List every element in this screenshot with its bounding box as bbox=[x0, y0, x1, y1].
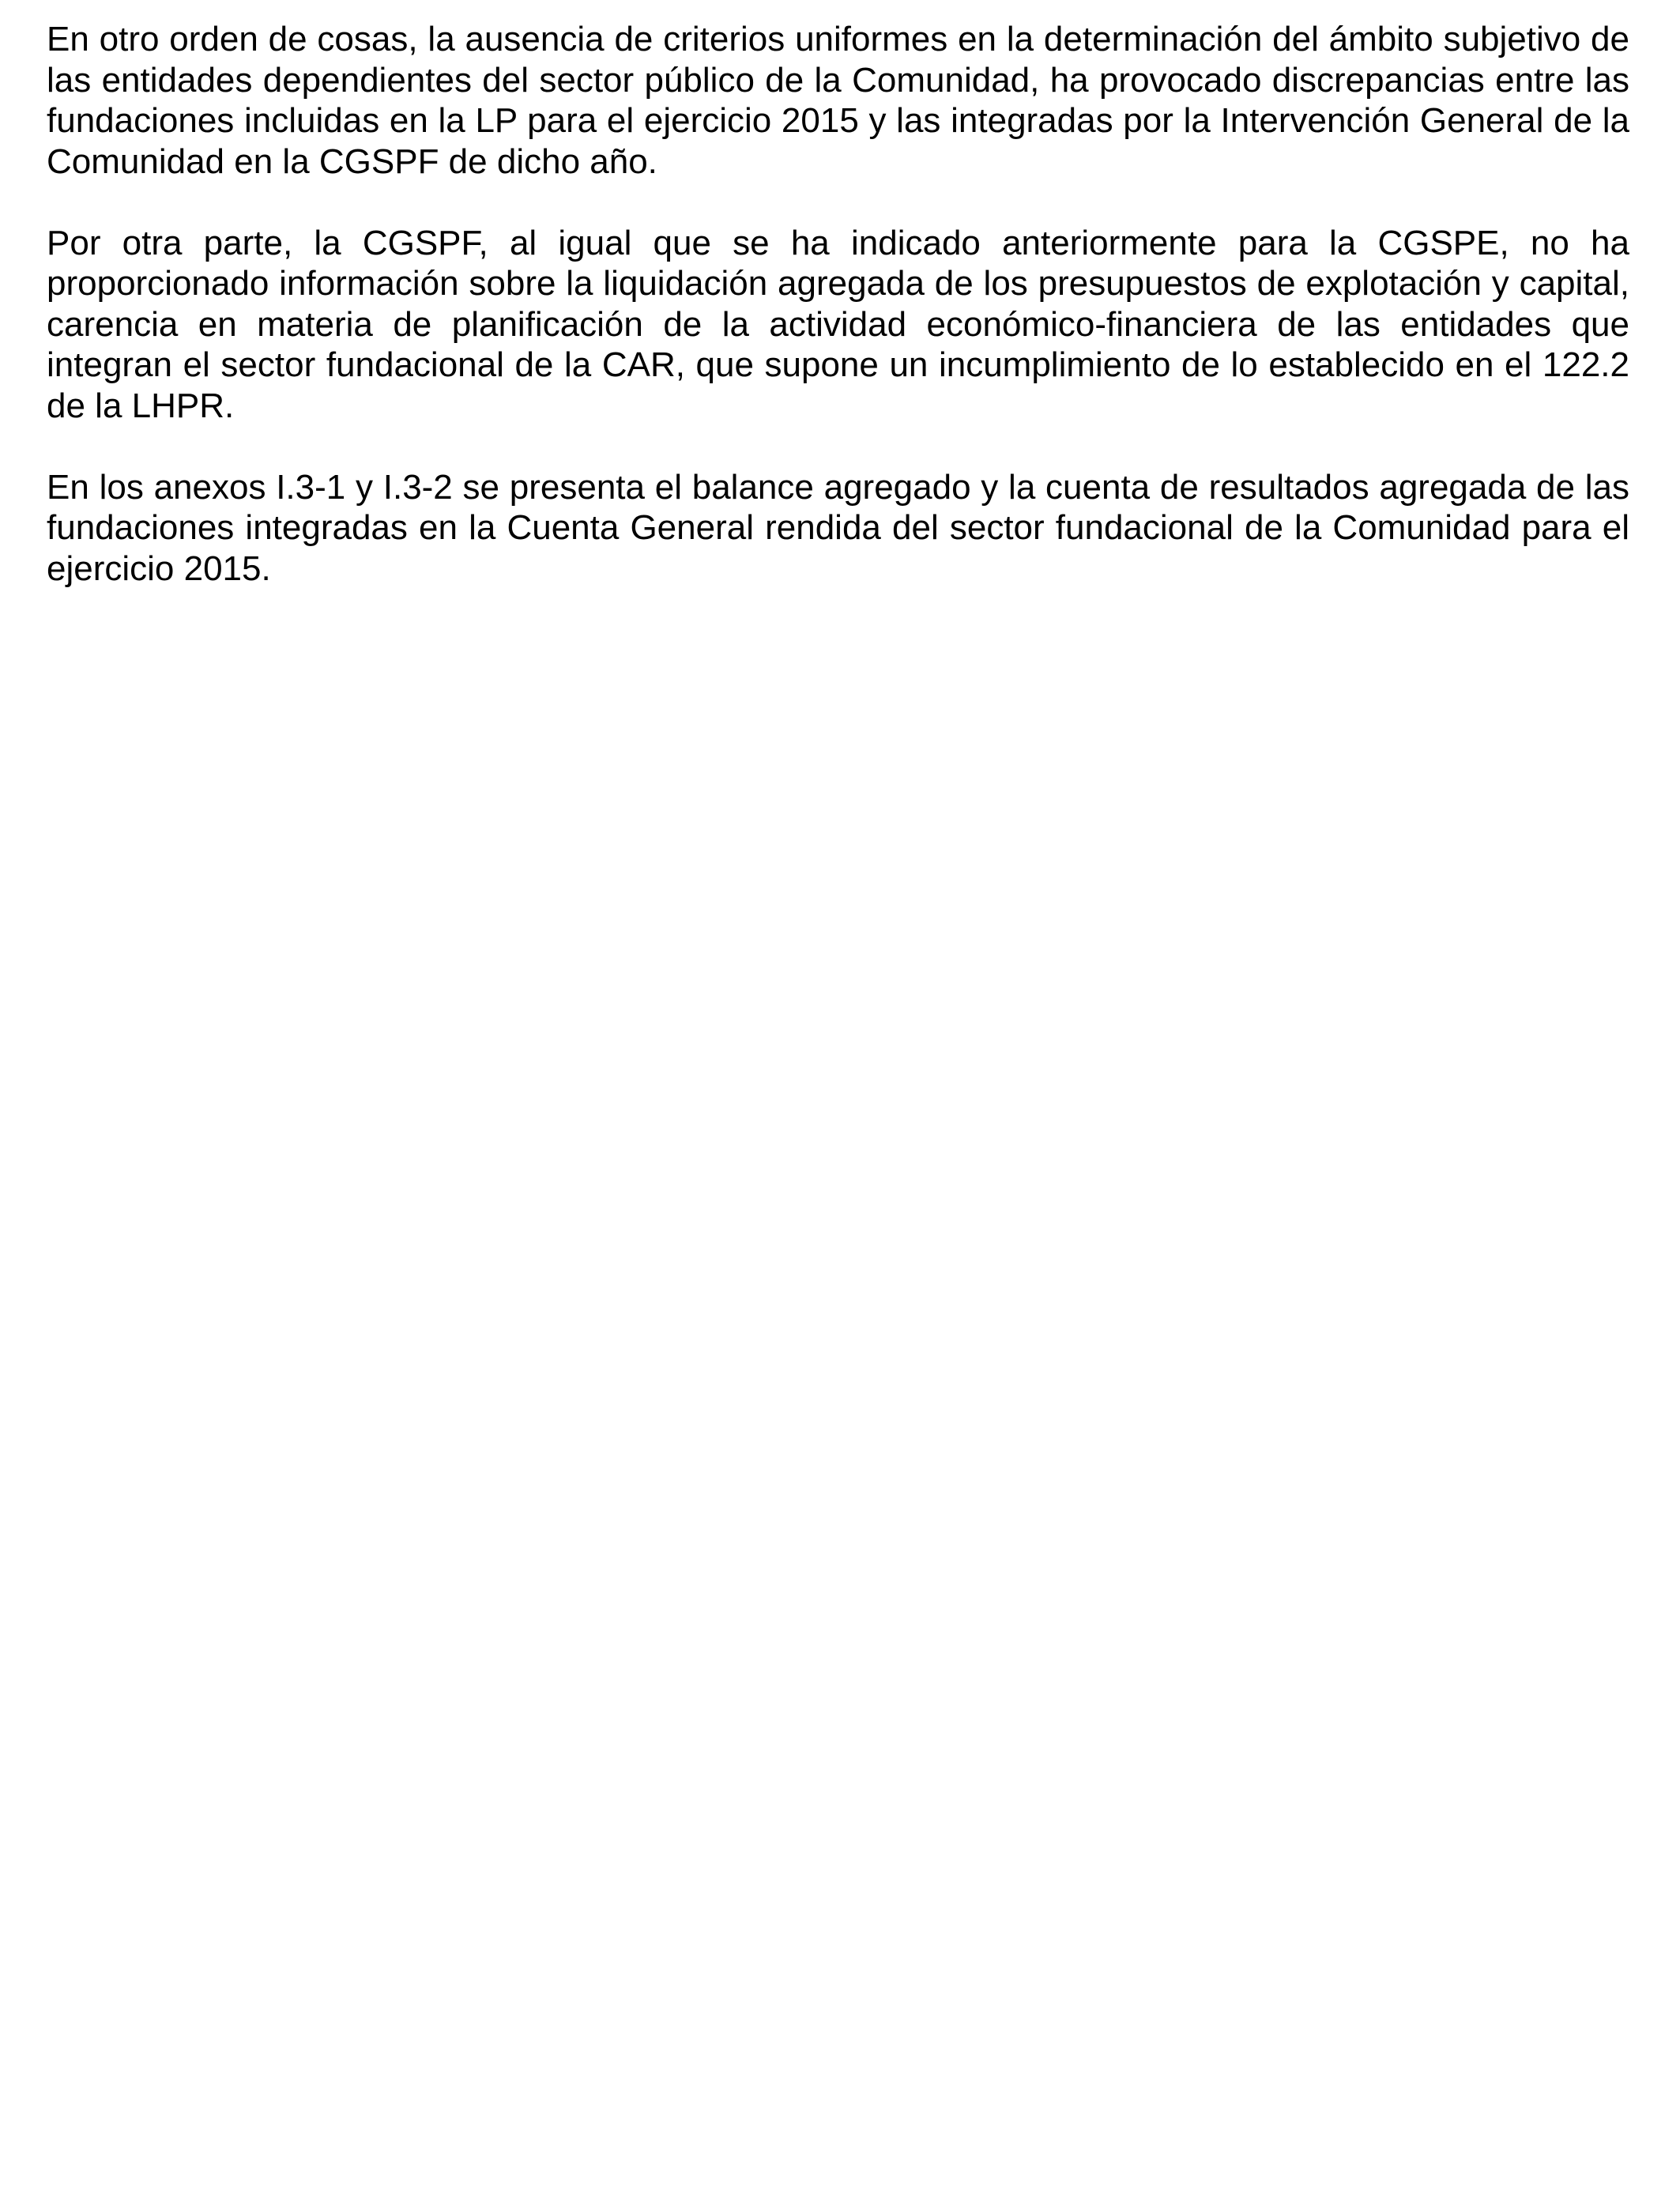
document-body bbox=[47, 19, 1629, 630]
paragraph-annexes: En los anexos I.3-1 y I.3-2 se presenta el balance agregado y la cuenta de resultados agregada de las fundaciones integradas en la Cuenta General rendida del sector fundacional de la Comunidad para el ejercicio 2015. bbox=[47, 467, 1629, 588]
paragraph-discrepancies: En otro orden de cosas, la ausencia de criterios uniformes en la determinación del ámbito subjetivo de las entidades dependientes del sector público de la Comunidad, ha provocado discrepancias entre las fundaciones incluidas en la LP para el ejercicio 2015 y las integradas por la Intervención General de la Comunidad en la CGSPF de dicho año. bbox=[47, 20, 1629, 181]
paragraph-cgspf-information: Por otra parte, la CGSPF, al igual que se ha indicado anteriormente para la CGSPE, no ha proporcionado información sobre la liquidación agregada de los presupuestos de explotación y capital, carencia en materia de planificación de la actividad económico-financiera de las entidades que integran el sector fundacional de la CAR, que supone un incumplimiento de lo establecido en el 122.2 de la LHPR. bbox=[47, 223, 1629, 425]
